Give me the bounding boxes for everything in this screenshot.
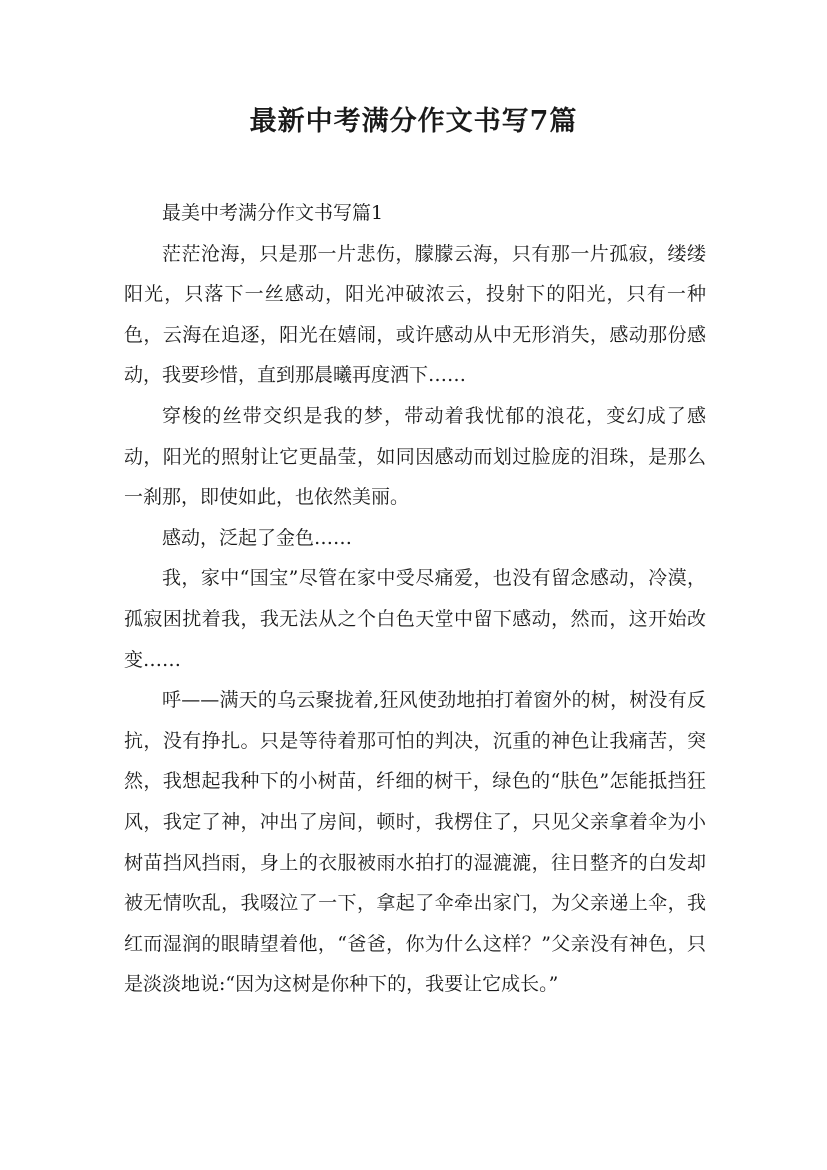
document-body [124,193,706,1005]
document-title: 最新中考满分作文书写7篇 [249,106,578,137]
paragraph: 茫茫沧海，只是那一片悲伤，朦朦云海，只有那一片孤寂，缕缕阳光，只落下一丝感动，阳光冲破浓云，投射下的阳光，只有一种色，云海在追逐，阳光在嬉闹，或许感动从中无形消失，感动那份感动，我要珍惜，直到那晨曦再度洒下…… [124,242,706,387]
section-heading: 最美中考满分作文书写篇1 [162,202,384,224]
paragraph: 穿梭的丝带交织是我的梦，带动着我忧郁的浪花，变幻成了感动，阳光的照射让它更晶莹，如同因感动而划过脸庞的泪珠，是那么一刹那，即使如此，也依然美丽。 [124,404,706,509]
paragraph: 感动，泛起了金色…… [162,526,353,549]
paragraph: 呼——满天的乌云聚拢着,狂风使劲地拍打着窗外的树，树没有反抗，没有挣扎。只是等待着那可怕的判决，沉重的神色让我痛苦，突然，我想起我种下的小树苗，纤细的树干，绿色的“肤色”怎能抵挡狂风，我定了神，冲出了房间，顿时，我楞住了，只见父亲拿着伞为小树苗挡风挡雨，身上的衣服被雨水拍打的湿漉漉，往日整齐的白发却被无情吹乱，我啜泣了一下，拿起了伞牵出家门，为父亲递上伞，我红而湿润的眼睛望着他，“爸爸，你为什么这样？”父亲没有神色，只是淡淡地说:“因为这树是你种下的，我要让它成长。” [124,689,706,996]
paragraph: 我，家中“国宝”尽管在家中受尽痛爱，也没有留念感动，冷漠，孤寂困扰着我，我无法从之个白色天堂中留下感动，然而，这开始改变…… [124,567,706,671]
